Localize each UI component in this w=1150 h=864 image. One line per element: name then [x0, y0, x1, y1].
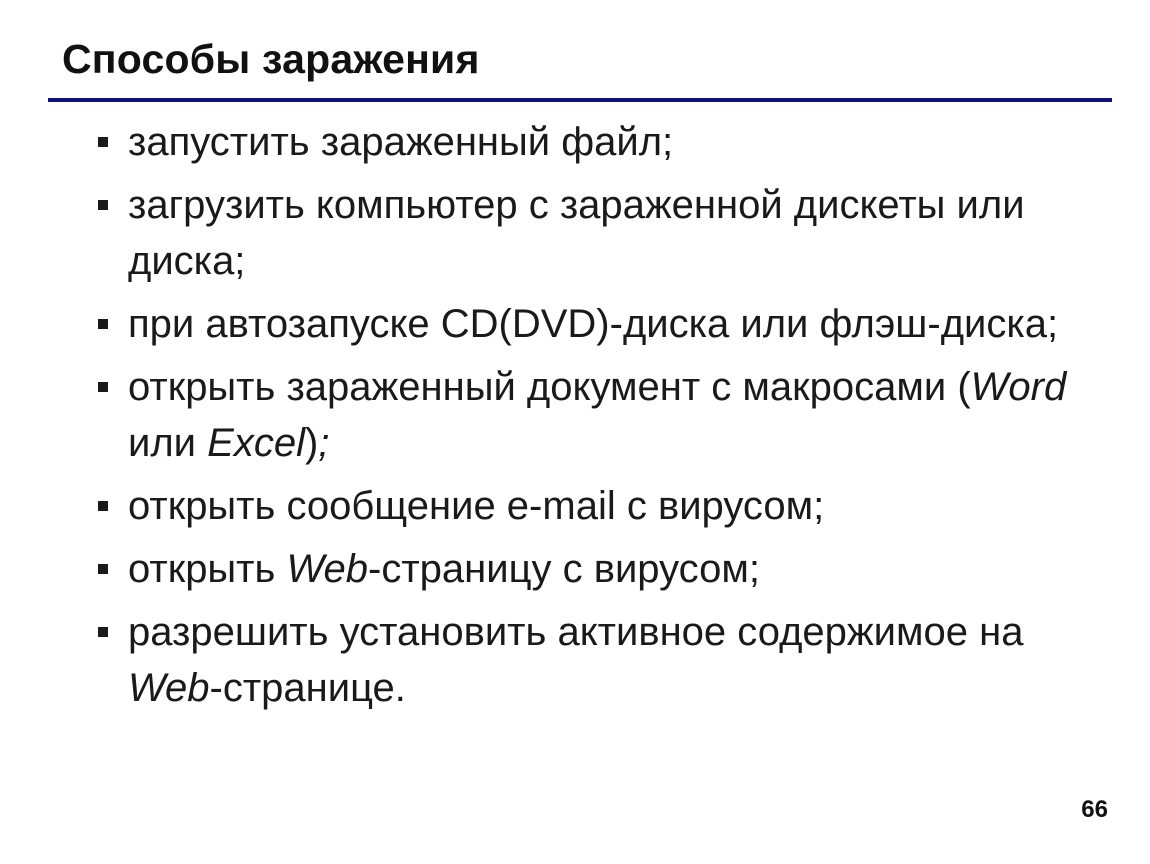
bullet-text: при автозапуске CD(DVD)-диска или флэш-диска; — [128, 302, 1059, 346]
bullet-text: открыть зараженный документ с макросами ( — [128, 365, 971, 409]
bullet-item — [98, 114, 1098, 170]
square-bullet-icon — [98, 200, 108, 210]
bullet-text: ) — [304, 421, 319, 465]
bullet-text: открыть сообщение e-mail с вирусом; — [128, 484, 825, 528]
bullet-text-italic: Excel — [207, 421, 305, 465]
bullet-item — [98, 541, 1098, 597]
square-bullet-icon — [98, 627, 108, 637]
bullet-item — [98, 359, 1098, 471]
bullet-text: -страницу с вирусом; — [368, 547, 760, 591]
bullet-text: загрузить компьютер с зараженной дискеты или диска; — [128, 183, 1025, 283]
bullet-item — [98, 478, 1098, 534]
bullet-text: -странице. — [209, 666, 406, 710]
bullet-item — [98, 604, 1098, 716]
page-number: 66 — [1081, 796, 1108, 823]
slide-title: Способы заражения — [62, 36, 480, 82]
bullet-text: или — [128, 421, 208, 465]
bullet-item — [98, 296, 1098, 352]
title-underline — [48, 98, 1112, 102]
square-bullet-icon — [98, 319, 108, 329]
bullet-text-italic: ; — [318, 421, 330, 465]
bullet-item — [98, 177, 1098, 289]
square-bullet-icon — [98, 382, 108, 392]
bullet-list — [98, 114, 1098, 723]
bullet-text-italic: Web — [128, 666, 210, 710]
square-bullet-icon — [98, 501, 108, 511]
bullet-text: запустить зараженный файл; — [128, 120, 674, 164]
bullet-text-italic: Web — [286, 547, 368, 591]
bullet-text-italic: Word — [970, 365, 1067, 409]
bullet-text: разрешить установить активное содержимое на — [128, 610, 1024, 654]
square-bullet-icon — [98, 564, 108, 574]
bullet-text: открыть — [128, 547, 287, 591]
square-bullet-icon — [98, 137, 108, 147]
